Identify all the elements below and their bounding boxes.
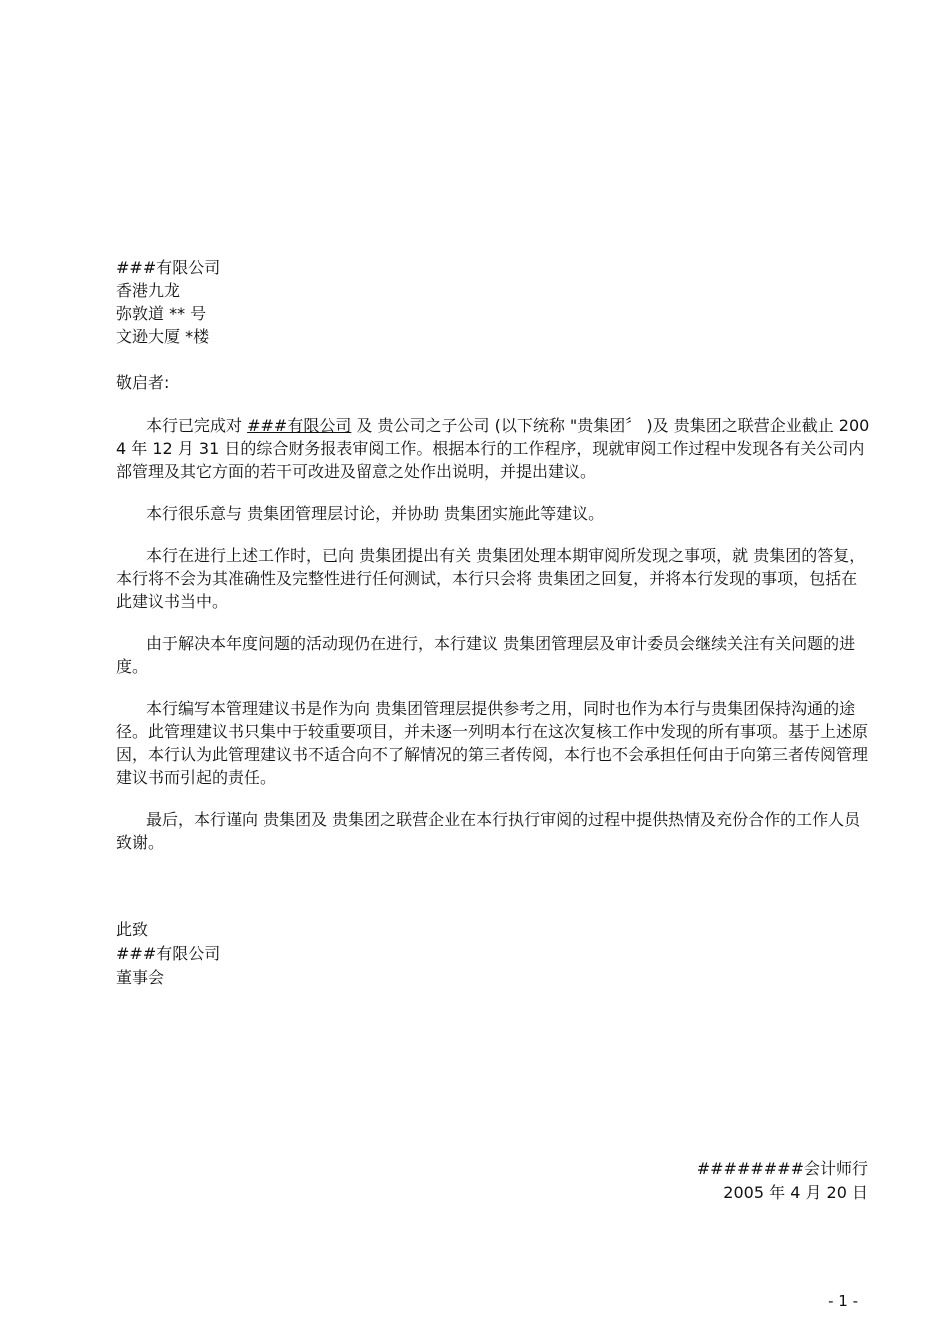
closing-block (116, 918, 220, 990)
recipient-address (116, 256, 220, 348)
paragraph-6: 最后，本行谨向 贵集团及 贵集团之联营企业在本行执行审阅的过程中提供热情及充份合作的工作人员致谢。 (116, 810, 861, 852)
signature-block (697, 1157, 868, 1205)
page-number: - 1 - (828, 1292, 858, 1310)
recipient-company: ###有限公司 (116, 258, 221, 277)
paragraph-5: 本行编写本管理建议书是作为向 贵集团管理层提供参考之用，同时也作为本行与贵集团保持沟通的途径。此管理建议书只集中于较重要项目，并未逐一列明本行在这次复核工作中发现的所有事项。基于上述原因，本行认为此管理建议书不适合向不了解情况的第三者传阅，本行也不会承担任何由于向第三者传阅管理建议书而引起的责任。 (116, 699, 869, 787)
paragraph-3: 本行在进行上述工作时，已向 贵集团提出有关 贵集团处理本期审阅所发现之事项，就 贵集团的答复，本行将不会为其准确性及完整性进行任何测试，本行只会将 贵集团之回复，并将本行发现的事项，包括在此建议书当中。 (116, 546, 866, 611)
signature-date: 2005 年 4 月 20 日 (723, 1183, 868, 1202)
closing-company: ###有限公司 (116, 944, 221, 963)
closing-phrase: 此致 (116, 920, 149, 939)
paragraph-1-rest: 及 贵公司之子公司 (以下统称 "贵集团〞 )及 贵集团之联营企业截止 2004 年 12 月 31 日的综合财务报表审阅工作。根据本行的工作程序，现就审阅工作过程中发现各有关公司内部管理及其它方面的若干可改进及留意之处作出说明，并提出建议。 (116, 416, 870, 481)
address-line-3: 文逊大厦 *楼 (116, 327, 210, 346)
paragraph-1-company: ###有限公司 (247, 416, 352, 435)
address-line-2: 弥敦道 ** 号 (116, 304, 207, 323)
signature-firm: ########会计师行 (696, 1159, 868, 1178)
address-line-1: 香港九龙 (116, 281, 181, 300)
paragraph-1-intro: 本行已完成对 (146, 416, 248, 435)
salutation: 敬启者: (116, 373, 170, 392)
paragraph-2: 本行很乐意与 贵集团管理层讨论，并协助 贵集团实施此等建议。 (146, 504, 605, 523)
paragraph-1 (116, 414, 870, 483)
paragraph-4: 由于解决本年度问题的活动现仍在进行，本行建议 贵集团管理层及审计委员会继续关注有关问题的进度。 (116, 634, 856, 676)
closing-board: 董事会 (116, 968, 165, 987)
letter-body (116, 414, 870, 873)
